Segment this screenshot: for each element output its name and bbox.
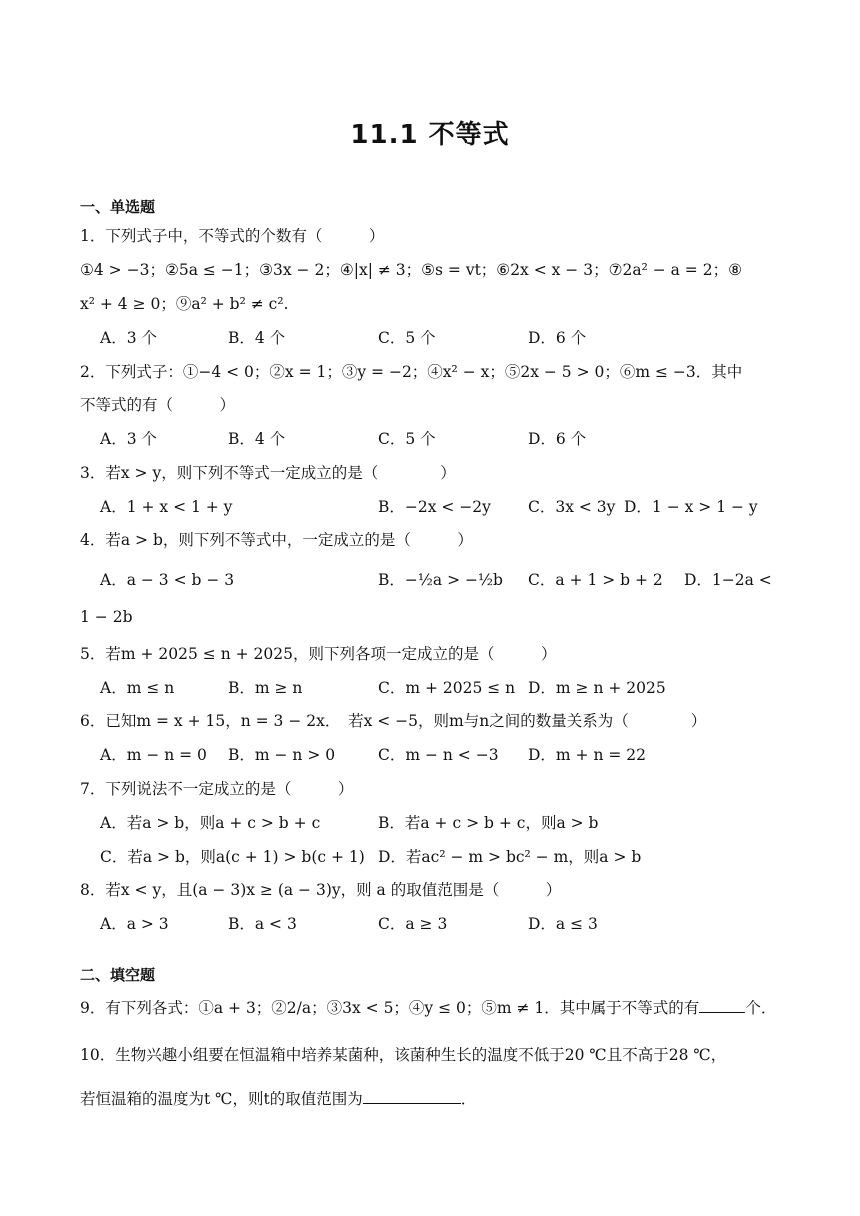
question-5-option-b[interactable]: B．m ≥ n bbox=[228, 679, 303, 697]
question-1-option-a[interactable]: A．3 个 bbox=[100, 329, 157, 347]
question-4-stem: 4．若a > b，则下列不等式中，一定成立的是（ ） bbox=[80, 531, 473, 549]
question-5-option-d[interactable]: D．m ≥ n + 2025 bbox=[528, 679, 666, 697]
question-9-unit: 个． bbox=[745, 999, 777, 1017]
question-2-option-a[interactable]: A．3 个 bbox=[100, 430, 157, 448]
question-8-stem: 8．若x < y，且(a − 3)x ≥ (a − 3)y，则 a 的取值范围是（ ） bbox=[80, 881, 562, 899]
question-6-option-a[interactable]: A．m − n = 0 bbox=[100, 746, 207, 764]
question-8-option-a[interactable]: A．a > 3 bbox=[100, 915, 169, 933]
question-10-text: 若恒温箱的温度为t ℃，则t的取值范围为 bbox=[80, 1090, 363, 1108]
question-2-stem: 2．下列式子：①−4 < 0；②x = 1；③y = −2；④x² − x；⑤2x − 5 > 0；⑥m ≤ −3．其中 bbox=[80, 363, 743, 381]
question-10-answer-blank[interactable] bbox=[363, 1089, 461, 1104]
question-7-option-c[interactable]: C．若a > b，则a(c + 1) > b(c + 1) bbox=[100, 848, 365, 866]
question-1-expressions-cont: x² + 4 ≥ 0；⑨a² + b² ≠ c². bbox=[80, 295, 289, 313]
question-6-stem: 6．已知m = x + 15，n = 3 − 2x． 若x < −5，则m与n之间的数量关系为（ ） bbox=[80, 712, 707, 730]
question-2-option-d[interactable]: D．6 个 bbox=[528, 430, 587, 448]
section-heading-fill-in: 二、填空题 bbox=[80, 966, 156, 984]
question-4-option-c[interactable]: C．a + 1 > b + 2 bbox=[528, 571, 663, 589]
question-6-option-b[interactable]: B．m − n > 0 bbox=[228, 746, 336, 764]
question-1-option-d[interactable]: D．6 个 bbox=[528, 329, 587, 347]
question-9 bbox=[80, 996, 776, 1018]
question-1-option-c[interactable]: C．5 个 bbox=[378, 329, 436, 347]
question-10-line-1: 10．生物兴趣小组要在恒温箱中培养某菌种，该菌种生长的温度不低于20 ℃且不高于28 ℃， bbox=[80, 1046, 727, 1064]
question-3-option-b[interactable]: B．−2x < −2y bbox=[378, 498, 491, 516]
page-title: 11.1 不等式 bbox=[350, 120, 510, 150]
question-5-stem: 5．若m + 2025 ≤ n + 2025，则下列各项一定成立的是（ ） bbox=[80, 645, 557, 663]
question-4-option-d[interactable]: D．1−2a < bbox=[684, 571, 772, 589]
question-1-option-b[interactable]: B．4 个 bbox=[228, 329, 286, 347]
question-1-expressions: ①4 > −3；②5a ≤ −1；③3x − 2；④|x| ≠ 3；⑤s = vt；⑥2x < x − 3；⑦2a² − a = 2；⑧ bbox=[80, 261, 742, 279]
question-4-option-b[interactable]: B．−½a > −½b bbox=[378, 571, 503, 589]
question-9-answer-blank[interactable] bbox=[699, 998, 745, 1013]
question-3-option-d[interactable]: D．1 − x > 1 − y bbox=[624, 498, 758, 516]
question-7-stem: 7．下列说法不一定成立的是（ ） bbox=[80, 780, 354, 798]
question-3-option-c[interactable]: C．3x < 3y bbox=[528, 498, 616, 516]
section-heading-single-choice: 一、单选题 bbox=[80, 198, 156, 216]
question-9-text: 9．有下列各式：①a + 3；②2/a；③3x < 5；④y ≤ 0；⑤m ≠ 1．其中属于不等式的有 bbox=[80, 999, 700, 1017]
question-4-option-d-cont: 1 − 2b bbox=[80, 608, 133, 626]
question-7-option-b[interactable]: B．若a + c > b + c，则a > b bbox=[378, 814, 599, 832]
question-6-option-d[interactable]: D．m + n = 22 bbox=[528, 746, 647, 764]
question-8-option-d[interactable]: D．a ≤ 3 bbox=[528, 915, 598, 933]
question-1-stem: 1．下列式子中，不等式的个数有（ ） bbox=[80, 227, 385, 245]
question-2-option-c[interactable]: C．5 个 bbox=[378, 430, 436, 448]
question-7-option-a[interactable]: A．若a > b，则a + c > b + c bbox=[100, 814, 321, 832]
question-3-option-a[interactable]: A．1 + x < 1 + y bbox=[100, 498, 233, 516]
question-3-stem: 3．若x > y，则下列不等式一定成立的是（ ） bbox=[80, 464, 456, 482]
question-8-option-b[interactable]: B．a < 3 bbox=[228, 915, 297, 933]
question-10-line-2 bbox=[80, 1087, 476, 1109]
question-5-option-c[interactable]: C．m + 2025 ≤ n bbox=[378, 679, 516, 697]
question-2-option-b[interactable]: B．4 个 bbox=[228, 430, 286, 448]
question-8-option-c[interactable]: C．a ≥ 3 bbox=[378, 915, 448, 933]
question-7-option-d[interactable]: D．若ac² − m > bc² − m，则a > b bbox=[378, 848, 642, 866]
question-10-end: ． bbox=[460, 1090, 477, 1108]
question-6-option-c[interactable]: C．m − n < −3 bbox=[378, 746, 499, 764]
question-4-option-a[interactable]: A．a − 3 < b − 3 bbox=[100, 571, 235, 589]
question-5-option-a[interactable]: A．m ≤ n bbox=[100, 679, 175, 697]
question-2-stem-cont: 不等式的有（ ） bbox=[80, 396, 236, 414]
